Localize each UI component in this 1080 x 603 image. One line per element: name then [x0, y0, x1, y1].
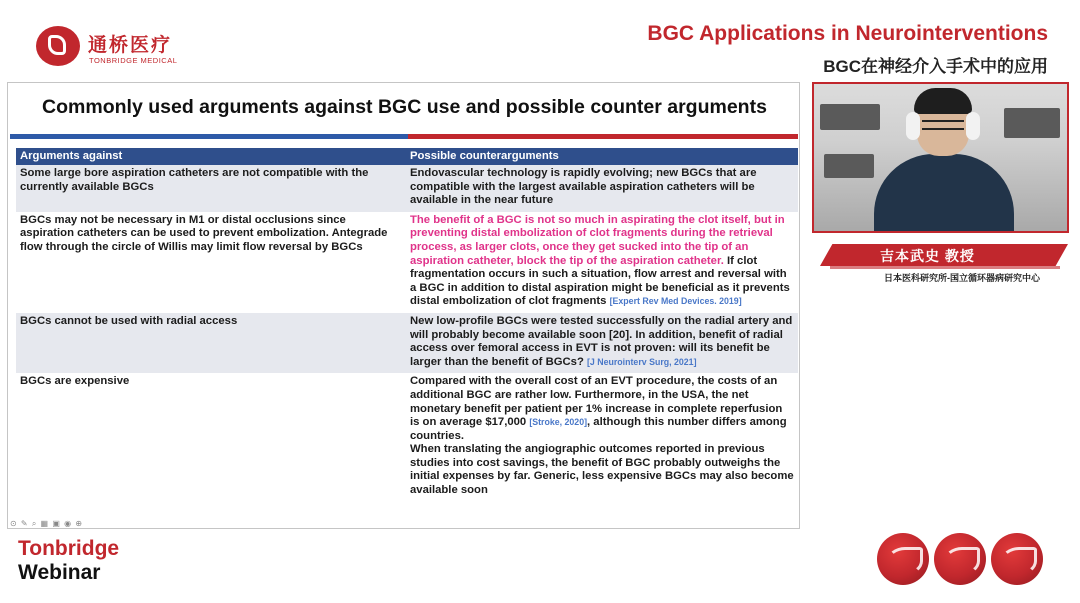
brand-circle-icon [991, 533, 1043, 585]
brand-circle-icon [877, 533, 929, 585]
background-equipment [824, 154, 874, 178]
tonbridge-logo-icon [36, 26, 80, 66]
tonbridge-logo [36, 26, 186, 70]
speaker-hair [914, 88, 972, 114]
headset-icon [906, 112, 920, 140]
webinar-title: BGC Applications in Neurointerventions [647, 22, 1048, 45]
table-row [16, 373, 798, 501]
slide-title: Commonly used arguments against BGC use and possible counter arguments [42, 96, 767, 118]
counterargument-cell [406, 212, 798, 313]
slide-toolbar-icons[interactable]: ⊙ ✎ ⌕ ▦ ▣ ◉ ⊕ [10, 519, 84, 528]
highlighted-counterargument: The benefit of a BGC is not so much in aspirating the clot itself, but in preventing distal embolization of clot fragments during the retrieval process, as larger clots, once they get sucked into the tip of an aspiration catheter, block the tip of the aspiration catheter. [410, 213, 785, 267]
headset-icon [966, 112, 980, 140]
speaker-glasses [922, 120, 964, 130]
arguments-table [16, 148, 798, 502]
argument-cell: BGCs are expensive [16, 373, 406, 501]
counterargument-cell [406, 373, 798, 501]
argument-cell: BGCs cannot be used with radial access [16, 313, 406, 373]
footer-brand-line1: Tonbridge [18, 537, 120, 560]
title-band-red [408, 134, 798, 139]
speaker-affiliation: 日本医科研究所-国立循环器病研究中心 [884, 273, 1040, 283]
footer-brand-line2: Webinar [18, 561, 101, 584]
logo-chinese-text: 通桥医疗 [88, 35, 173, 56]
table-row [16, 212, 798, 313]
background-equipment [820, 104, 880, 130]
counterargument-text: , although this number differs among countries. [410, 416, 787, 442]
counterargument-cell: Endovascular technology is rapidly evolving; new BGCs that are compatible with the largest available aspiration catheters will be available in the near future [406, 165, 798, 212]
logo-english-text: TONBRIDGE MEDICAL [89, 56, 178, 65]
presentation-slide [7, 82, 800, 529]
citation: [Stroke, 2020] [529, 417, 588, 428]
citation: [Expert Rev Med Devices. 2019] [609, 296, 742, 307]
webinar-subtitle: BGC在神经介入手术中的应用 [823, 57, 1048, 76]
title-band-blue [10, 134, 408, 139]
argument-cell: BGCs may not be necessary in M1 or distal occlusions since aspiration catheters can be used to prevent embolization. Antegrade flow through the circle of Willis may limit flow reversal by BGCs [16, 212, 406, 313]
table-row [16, 165, 798, 212]
counterargument-text: When translating the angiographic outcomes reported in previous studies into cost savings, the benefit of BGC probably outweighs the initial expenses by far. Generic, less expensive BGCs may also become available soon [410, 443, 794, 497]
counterargument-text: Compared with the overall cost of an EVT procedure, the costs of an additional BGC are rather low. Furthermore, in the USA, the net monetary benefit per patient per 1% increase in complete reperfusion is on average $17,000 [410, 375, 783, 429]
speaker-video [812, 82, 1069, 233]
counterargument-cell [406, 313, 798, 373]
table-header-row [16, 148, 798, 165]
speaker-name: 吉本武史 教授 [880, 248, 975, 264]
table-row [16, 313, 798, 373]
speaker-body [874, 154, 1014, 233]
argument-cell: Some large bore aspiration catheters are not compatible with the currently available BGCs [16, 165, 406, 212]
name-plate-stripe [830, 266, 1060, 269]
counterargument-text: If clot fragmentation occurs in such a situation, flow arrest and reversal with a BGC in addition to distal aspiration might be beneficial as it prevents distal embolization of clot fragments [410, 254, 790, 308]
column-header-arguments-against: Arguments against [16, 148, 406, 165]
counterargument-text: New low-profile BGCs were tested successfully on the radial artery and will probably become available soon [20]. In addition, benefit of radial access over femoral access in EVT is not proven: will its benefit be larger than the benefit of BGCs? [410, 314, 793, 368]
brand-circle-icon [934, 533, 986, 585]
background-equipment [1004, 108, 1060, 138]
column-header-counterarguments: Possible counterarguments [406, 148, 798, 165]
citation: [J Neurointerv Surg, 2021] [587, 356, 697, 367]
